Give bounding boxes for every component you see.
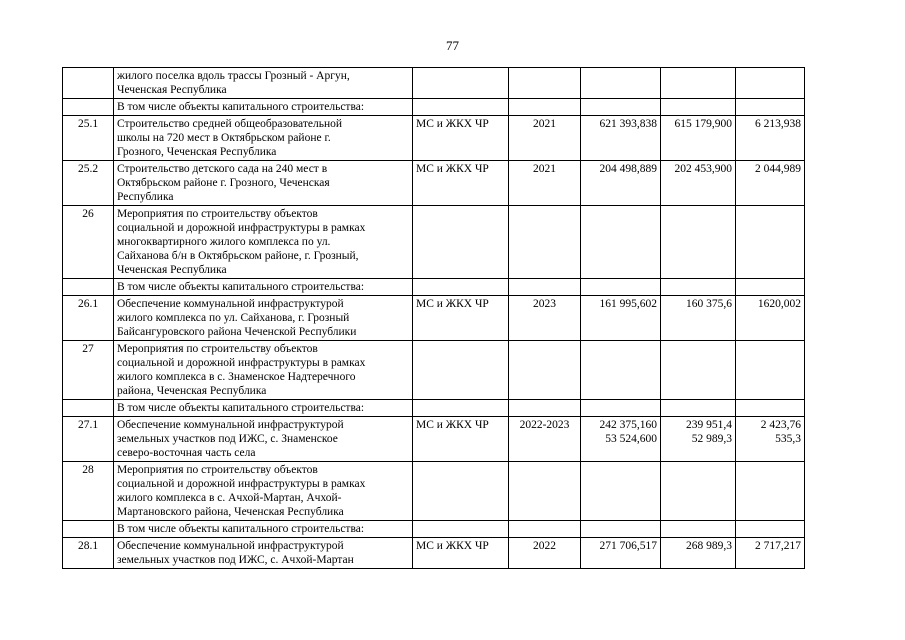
subheader-text-line: В том числе объекты капитального строительства:: [117, 281, 365, 293]
total-amount-cell-line: 242 375,160: [599, 419, 657, 431]
item-name-cell-line: Грозного, Чеченская Республика: [117, 146, 277, 158]
federal-amount-cell: [661, 296, 736, 341]
executor-cell: МС и ЖКХ ЧР: [413, 116, 509, 161]
subheader-text-line: В том числе объекты капитального строительства:: [117, 101, 365, 113]
empty-cell: [661, 279, 736, 296]
year-cell: [509, 341, 581, 400]
item-name-cell-line: социальной и дорожной инфраструктуры в рамках: [117, 222, 366, 234]
empty-cell: [661, 99, 736, 116]
item-name-cell-line: земельных участков под ИЖС, с. Ачхой-Мартан: [117, 554, 354, 566]
item-name-cell-line: школы на 720 мест в Октябрьском районе г.: [117, 132, 331, 144]
total-amount-cell-line: 271 706,517: [599, 540, 657, 552]
executor-cell: МС и ЖКХ ЧР: [413, 161, 509, 206]
table-row: [63, 116, 805, 161]
empty-cell: [581, 279, 661, 296]
table-row: [63, 296, 805, 341]
item-name-cell-line: Мероприятия по строительству объектов: [117, 464, 318, 476]
federal-amount-cell: [661, 417, 736, 462]
federal-amount-cell: [661, 462, 736, 521]
item-name-cell-line: жилого комплекса в с. Знаменское Надтеречного: [117, 371, 356, 383]
federal-amount-cell: [661, 341, 736, 400]
table-row: [63, 161, 805, 206]
program-table: [62, 67, 805, 569]
item-name-cell-line: Мероприятия по строительству объектов: [117, 208, 318, 220]
regional-amount-cell: [736, 462, 805, 521]
regional-amount-cell-line: 2 717,217: [755, 540, 801, 552]
subheader-text: [114, 400, 413, 417]
item-name-cell-line: Мартановского района, Чеченская Республика: [117, 506, 344, 518]
item-name-cell-line: Строительство средней общеобразовательной: [117, 118, 343, 130]
item-name-cell: [114, 341, 413, 400]
table-row: [63, 68, 805, 99]
item-name-cell-line: Республика: [117, 191, 174, 203]
empty-cell: [509, 99, 581, 116]
total-amount-cell: [581, 68, 661, 99]
table-row: [63, 417, 805, 462]
item-name-cell: [114, 116, 413, 161]
item-name-cell-line: Обеспечение коммунальной инфраструктурой: [117, 419, 344, 431]
total-amount-cell: [581, 538, 661, 569]
federal-amount-cell-line: 239 951,4: [686, 419, 732, 431]
subheader-text-line: В том числе объекты капитального строительства:: [117, 402, 365, 414]
executor-cell: [413, 68, 509, 99]
total-amount-cell-line: 53 524,600: [605, 433, 657, 445]
item-name-cell-line: социальной и дорожной инфраструктуры в рамках: [117, 357, 366, 369]
total-amount-cell: [581, 296, 661, 341]
page-number: 77: [446, 38, 459, 53]
row-number-cell: 27: [63, 341, 114, 400]
row-number-cell: 25.2: [63, 161, 114, 206]
executor-cell: [413, 341, 509, 400]
item-name-cell-line: района, Чеченская Республика: [117, 385, 267, 397]
empty-cell: [736, 279, 805, 296]
table-row: [63, 341, 805, 400]
row-number-cell: [63, 68, 114, 99]
subheader-row: [63, 400, 805, 417]
item-name-cell-line: Сайханова б/н в Октябрьском районе, г. Грозный,: [117, 250, 359, 262]
item-name-cell: [114, 462, 413, 521]
item-name-cell-line: Обеспечение коммунальной инфраструктурой: [117, 298, 344, 310]
item-name-cell: [114, 296, 413, 341]
year-cell: 2022-2023: [509, 417, 581, 462]
row-number-cell: 26.1: [63, 296, 114, 341]
executor-cell: [413, 206, 509, 279]
empty-cell: [413, 99, 509, 116]
year-cell: 2022: [509, 538, 581, 569]
item-name-cell: [114, 417, 413, 462]
item-name-cell-line: северо-восточная часть села: [117, 447, 256, 459]
executor-cell: МС и ЖКХ ЧР: [413, 296, 509, 341]
regional-amount-cell: [736, 417, 805, 462]
table-row: [63, 462, 805, 521]
empty-cell: [661, 400, 736, 417]
subheader-row: [63, 521, 805, 538]
regional-amount-cell: [736, 116, 805, 161]
item-name-cell-line: Байсангуровского района Чеченской Республики: [117, 326, 357, 338]
total-amount-cell: [581, 206, 661, 279]
empty-cell: [413, 279, 509, 296]
federal-amount-cell-line: 160 375,6: [686, 298, 732, 310]
item-name-cell: [114, 161, 413, 206]
empty-cell: [413, 521, 509, 538]
total-amount-cell-line: 621 393,838: [599, 118, 657, 130]
item-name-cell-line: Чеченская Республика: [117, 84, 227, 96]
executor-cell: МС и ЖКХ ЧР: [413, 417, 509, 462]
regional-amount-cell: [736, 206, 805, 279]
empty-cell: [661, 521, 736, 538]
item-name-cell-line: Строительство детского сада на 240 мест в: [117, 163, 328, 175]
federal-amount-cell: [661, 68, 736, 99]
row-number-cell: [63, 99, 114, 116]
empty-cell: [581, 99, 661, 116]
regional-amount-cell-line: 1620,002: [757, 298, 801, 310]
year-cell: [509, 68, 581, 99]
year-cell: 2023: [509, 296, 581, 341]
empty-cell: [509, 521, 581, 538]
regional-amount-cell-line: 2 044,989: [755, 163, 801, 175]
federal-amount-cell-line: 615 179,900: [674, 118, 732, 130]
federal-amount-cell: [661, 161, 736, 206]
row-number-cell: [63, 400, 114, 417]
empty-cell: [413, 400, 509, 417]
row-number-cell: [63, 279, 114, 296]
regional-amount-cell-line: 2 423,76: [760, 419, 801, 431]
table-row: [63, 538, 805, 569]
total-amount-cell: [581, 417, 661, 462]
federal-amount-cell-line: 268 989,3: [686, 540, 732, 552]
year-cell: 2021: [509, 161, 581, 206]
item-name-cell: [114, 206, 413, 279]
item-name-cell-line: жилого комплекса по ул. Сайханова, г. Грозный: [117, 312, 350, 324]
total-amount-cell: [581, 116, 661, 161]
empty-cell: [581, 521, 661, 538]
row-number-cell: 28: [63, 462, 114, 521]
subheader-text: [114, 99, 413, 116]
empty-cell: [736, 400, 805, 417]
regional-amount-cell: [736, 538, 805, 569]
regional-amount-cell: [736, 68, 805, 99]
total-amount-cell: [581, 462, 661, 521]
item-name-cell-line: Октябрьском районе г. Грозного, Чеченская: [117, 177, 330, 189]
item-name-cell-line: Мероприятия по строительству объектов: [117, 343, 318, 355]
row-number-cell: 26: [63, 206, 114, 279]
regional-amount-cell: [736, 296, 805, 341]
federal-amount-cell-line: 52 989,3: [691, 433, 732, 445]
federal-amount-cell: [661, 206, 736, 279]
total-amount-cell-line: 161 995,602: [599, 298, 657, 310]
federal-amount-cell: [661, 538, 736, 569]
item-name-cell-line: Чеченская Республика: [117, 264, 227, 276]
item-name-cell-line: жилого комплекса в с. Ачхой-Мартан, Ачхой-: [117, 492, 342, 504]
total-amount-cell-line: 204 498,889: [599, 163, 657, 175]
item-name-cell: [114, 68, 413, 99]
item-name-cell-line: социальной и дорожной инфраструктуры в рамках: [117, 478, 366, 490]
row-number-cell: [63, 521, 114, 538]
subheader-text: [114, 279, 413, 296]
table-row: [63, 206, 805, 279]
subheader-text-line: В том числе объекты капитального строительства:: [117, 523, 365, 535]
year-cell: 2021: [509, 116, 581, 161]
year-cell: [509, 462, 581, 521]
item-name-cell-line: земельных участков под ИЖС, с. Знаменское: [117, 433, 338, 445]
item-name-cell-line: Обеспечение коммунальной инфраструктурой: [117, 540, 344, 552]
regional-amount-cell-line: 6 213,938: [755, 118, 801, 130]
item-name-cell-line: многоквартирного жилого комплекса по ул.: [117, 236, 331, 248]
item-name-cell: [114, 538, 413, 569]
regional-amount-cell: [736, 341, 805, 400]
row-number-cell: 28.1: [63, 538, 114, 569]
year-cell: [509, 206, 581, 279]
empty-cell: [736, 99, 805, 116]
regional-amount-cell-line: 535,3: [775, 433, 801, 445]
subheader-row: [63, 99, 805, 116]
executor-cell: МС и ЖКХ ЧР: [413, 538, 509, 569]
subheader-row: [63, 279, 805, 296]
empty-cell: [509, 400, 581, 417]
total-amount-cell: [581, 161, 661, 206]
executor-cell: [413, 462, 509, 521]
empty-cell: [509, 279, 581, 296]
item-name-cell-line: жилого поселка вдоль трассы Грозный - Аргун,: [117, 70, 350, 82]
federal-amount-cell-line: 202 453,900: [674, 163, 732, 175]
federal-amount-cell: [661, 116, 736, 161]
subheader-text: [114, 521, 413, 538]
empty-cell: [736, 521, 805, 538]
row-number-cell: 27.1: [63, 417, 114, 462]
empty-cell: [581, 400, 661, 417]
total-amount-cell: [581, 341, 661, 400]
regional-amount-cell: [736, 161, 805, 206]
row-number-cell: 25.1: [63, 116, 114, 161]
